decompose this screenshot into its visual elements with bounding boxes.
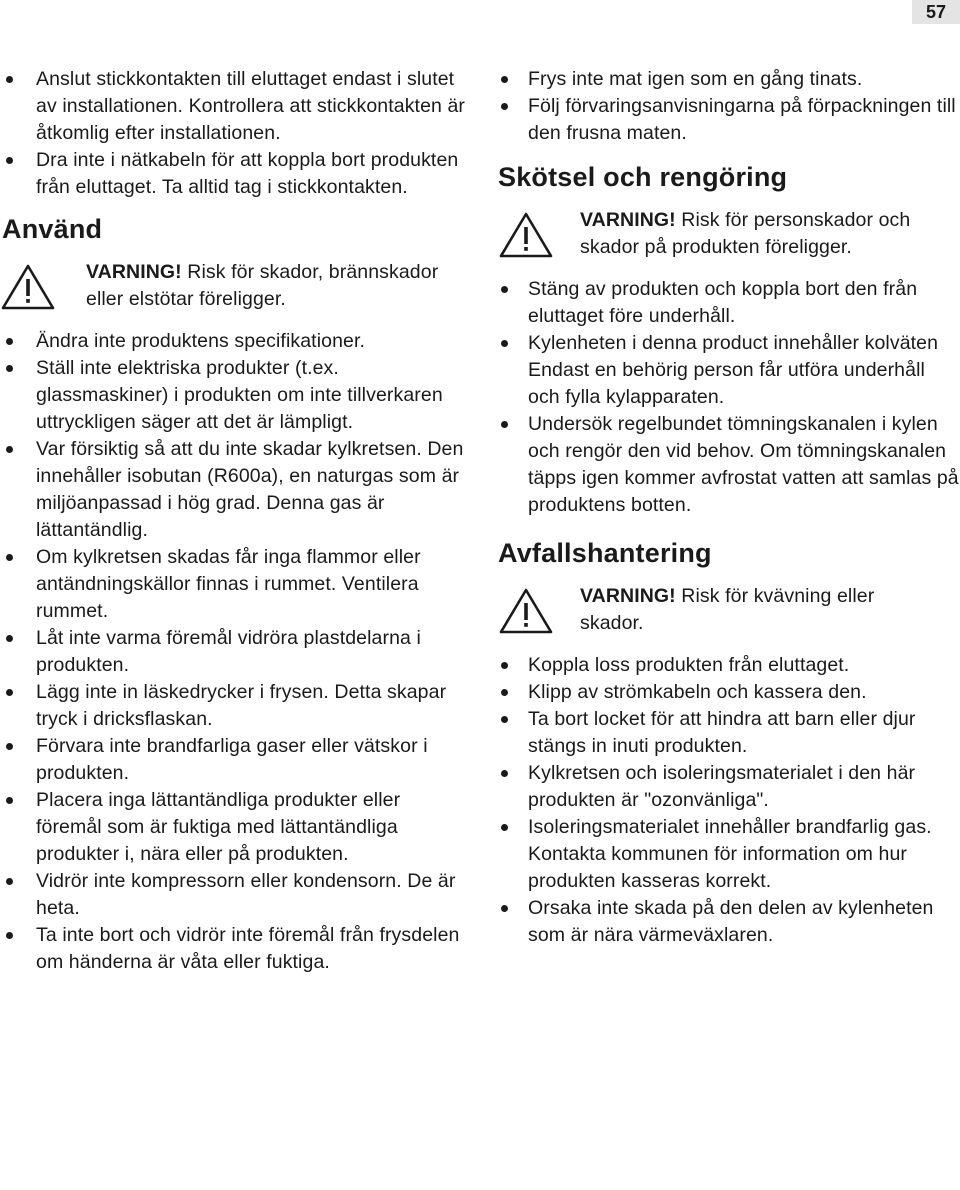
warning-message: Risk för kvävning eller skador. <box>580 585 875 634</box>
list-item: Ta bort locket för att hindra att barn eller djur stängs in inuti produkten. <box>498 706 960 760</box>
section-title-disposal: Avfallshantering <box>498 538 712 568</box>
list-item: Var försiktig så att du inte skadar kylkretsen. Den innehåller isobutan (R600a), en naturgas som är miljöanpassad i hög grad. Denna gas är lättantändlig. <box>0 436 470 544</box>
warning-label: VARNING! <box>86 261 182 283</box>
page-number: 57 <box>912 0 960 24</box>
list-item: Vidrör inte kompressorn eller kondensorn. De är heta. <box>0 868 470 922</box>
warning-box <box>498 207 960 261</box>
list-item: Följ förvaringsanvisningarna på förpackningen till den frusna maten. <box>498 93 960 147</box>
warning-text <box>86 259 470 313</box>
warning-text <box>580 207 960 261</box>
list-item: Dra inte i nätkabeln för att koppla bort produkten från eluttaget. Ta alltid tag i stickkontakten. <box>0 147 470 201</box>
list-item: Koppla loss produkten från eluttaget. <box>498 652 960 679</box>
list-item: Kylkretsen och isoleringsmaterialet i den här produkten är "ozonvänliga". <box>498 760 960 814</box>
warning-label: VARNING! <box>580 585 676 607</box>
list-item: Stäng av produkten och koppla bort den från eluttaget före underhåll. <box>498 276 960 330</box>
warning-triangle-icon <box>498 587 554 635</box>
right-column <box>498 66 960 949</box>
warning-triangle-icon <box>0 263 56 311</box>
section-title-care: Skötsel och rengöring <box>498 162 788 192</box>
warning-box <box>498 583 960 637</box>
use-list <box>0 328 470 976</box>
warning-text <box>580 583 880 637</box>
list-item: Isoleringsmaterialet innehåller brandfarlig gas. Kontakta kommunen för information om hur produkten kasseras korrekt. <box>498 814 960 895</box>
list-item: Lägg inte in läskedrycker i frysen. Detta skapar tryck i dricksflaskan. <box>0 679 470 733</box>
warning-message: Risk för personskador och skador på produkten föreligger. <box>580 209 911 258</box>
care-list <box>498 276 960 519</box>
list-item: Placera inga lättantändliga produkter eller föremål som är fuktiga med lättantändliga produkter i, nära eller på produkten. <box>0 787 470 868</box>
left-column <box>0 66 470 976</box>
warning-box <box>0 259 470 313</box>
list-item: Om kylkretsen skadas får inga flammor eller antändningskällor finnas i rummet. Ventilera rummet. <box>0 544 470 625</box>
list-item: Anslut stickkontakten till eluttaget endast i slutet av installationen. Kontrollera att stickkontakten är åtkomlig efter installationen. <box>0 66 470 147</box>
warning-triangle-icon <box>498 211 554 259</box>
list-item: Orsaka inte skada på den delen av kylenheten som är nära värmeväxlaren. <box>498 895 960 949</box>
disposal-list <box>498 652 960 949</box>
list-item: Klipp av strömkabeln och kassera den. <box>498 679 960 706</box>
list-item: Undersök regelbundet tömningskanalen i kylen och rengör den vid behov. Om tömningskanalen täpps igen kommer avfrostat vatten att samlas på produktens botten. <box>498 411 960 519</box>
list-item: Frys inte mat igen som en gång tinats. <box>498 66 960 93</box>
intro-list <box>498 66 960 147</box>
section-title-use: Använd <box>2 214 103 244</box>
list-item: Ta inte bort och vidrör inte föremål från frysdelen om händerna är våta eller fuktiga. <box>0 922 470 976</box>
list-item: Låt inte varma föremål vidröra plastdelarna i produkten. <box>0 625 470 679</box>
list-item: Förvara inte brandfarliga gaser eller vätskor i produkten. <box>0 733 470 787</box>
intro-list <box>0 66 470 201</box>
warning-message: Risk för skador, brännskador eller elstötar föreligger. <box>86 261 439 310</box>
list-item: Ställ inte elektriska produkter (t.ex. glassmaskiner) i produkten om inte tillverkaren uttryckligen säger att det är lämpligt. <box>0 355 470 436</box>
list-item: Ändra inte produktens specifikationer. <box>0 328 470 355</box>
list-item: Kylenheten i denna product innehåller kolväten Endast en behörig person får utföra underhåll och fylla kylapparaten. <box>498 330 960 411</box>
warning-label: VARNING! <box>580 209 676 231</box>
